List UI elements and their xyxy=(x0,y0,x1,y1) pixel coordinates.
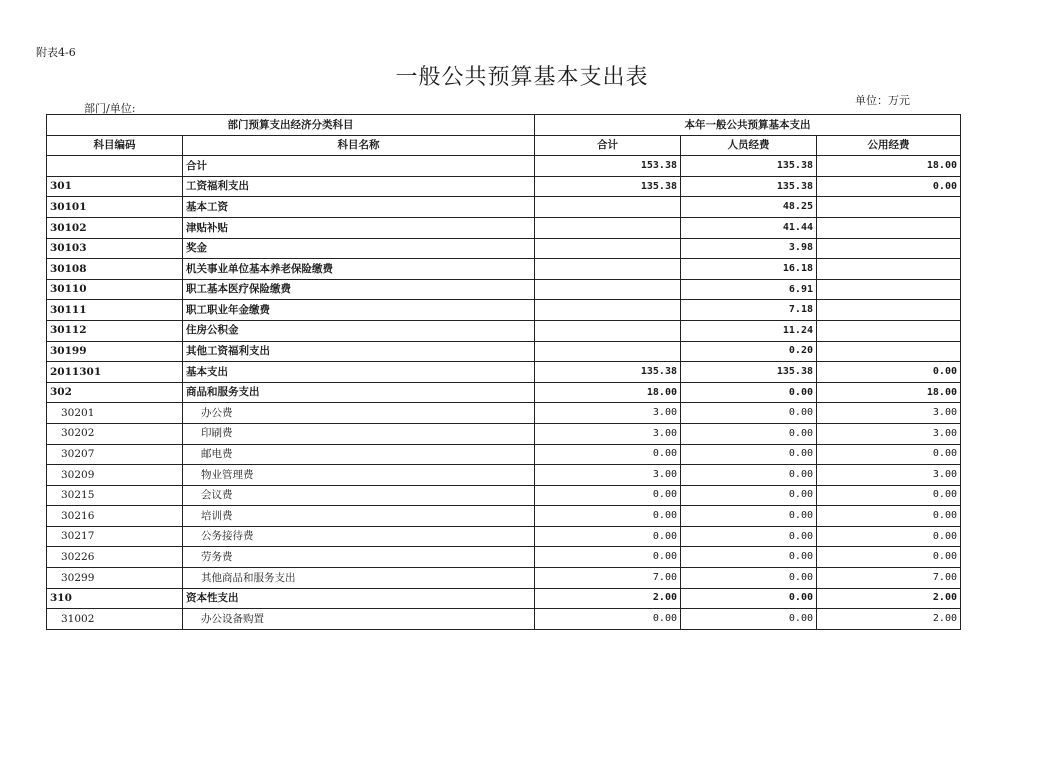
header-basic-expenditure: 本年一般公共预算基本支出 xyxy=(535,115,961,136)
cell-code: 30103 xyxy=(47,238,183,259)
header-public: 公用经费 xyxy=(817,135,961,156)
cell-public: 3.00 xyxy=(817,423,961,444)
cell-code: 30209 xyxy=(47,465,183,486)
cell-public xyxy=(817,320,961,341)
cell-total: 153.38 xyxy=(535,156,681,177)
cell-name: 职工基本医疗保险缴费 xyxy=(183,279,535,300)
cell-personnel: 48.25 xyxy=(681,197,817,218)
cell-personnel: 0.00 xyxy=(681,465,817,486)
cell-code: 30216 xyxy=(47,506,183,527)
cell-name: 物业管理费 xyxy=(183,465,535,486)
cell-public: 0.00 xyxy=(817,362,961,383)
cell-code: 30201 xyxy=(47,403,183,424)
cell-personnel: 135.38 xyxy=(681,156,817,177)
cell-total xyxy=(535,341,681,362)
cell-name: 公务接待费 xyxy=(183,526,535,547)
cell-name: 机关事业单位基本养老保险缴费 xyxy=(183,259,535,280)
page-title: 一般公共预算基本支出表 xyxy=(395,65,649,90)
table-row xyxy=(47,506,961,527)
table-row xyxy=(47,568,961,589)
cell-total xyxy=(535,259,681,280)
cell-name: 办公费 xyxy=(183,403,535,424)
cell-total: 135.38 xyxy=(535,176,681,197)
table-row xyxy=(47,320,961,341)
cell-name: 商品和服务支出 xyxy=(183,382,535,403)
cell-public xyxy=(817,300,961,321)
cell-code: 30217 xyxy=(47,526,183,547)
table-row xyxy=(47,300,961,321)
cell-name: 住房公积金 xyxy=(183,320,535,341)
table-row xyxy=(47,238,961,259)
cell-public xyxy=(817,259,961,280)
cell-total: 7.00 xyxy=(535,568,681,589)
cell-personnel: 0.00 xyxy=(681,382,817,403)
cell-public: 2.00 xyxy=(817,609,961,630)
cell-public xyxy=(817,197,961,218)
cell-name: 基本支出 xyxy=(183,362,535,383)
cell-total: 135.38 xyxy=(535,362,681,383)
cell-total: 3.00 xyxy=(535,423,681,444)
cell-code: 30202 xyxy=(47,423,183,444)
table-row xyxy=(47,259,961,280)
cell-public: 2.00 xyxy=(817,588,961,609)
cell-public: 7.00 xyxy=(817,568,961,589)
cell-code xyxy=(47,156,183,177)
table-row xyxy=(47,423,961,444)
header-column-row xyxy=(47,135,961,156)
cell-code: 30108 xyxy=(47,259,183,280)
cell-personnel: 0.20 xyxy=(681,341,817,362)
cell-code: 30102 xyxy=(47,217,183,238)
cell-public: 0.00 xyxy=(817,444,961,465)
cell-total xyxy=(535,300,681,321)
cell-name: 资本性支出 xyxy=(183,588,535,609)
cell-code: 30112 xyxy=(47,320,183,341)
cell-code: 30215 xyxy=(47,485,183,506)
cell-total: 0.00 xyxy=(535,444,681,465)
header-economic-classification: 部门预算支出经济分类科目 xyxy=(47,115,535,136)
cell-personnel: 135.38 xyxy=(681,176,817,197)
cell-code: 302 xyxy=(47,382,183,403)
cell-personnel: 0.00 xyxy=(681,547,817,568)
cell-code: 30110 xyxy=(47,279,183,300)
cell-total: 0.00 xyxy=(535,506,681,527)
cell-code: 30199 xyxy=(47,341,183,362)
cell-code: 31002 xyxy=(47,609,183,630)
cell-personnel: 6.91 xyxy=(681,279,817,300)
table-row xyxy=(47,444,961,465)
cell-name: 工资福利支出 xyxy=(183,176,535,197)
cell-name: 邮电费 xyxy=(183,444,535,465)
cell-public: 3.00 xyxy=(817,403,961,424)
table-row xyxy=(47,279,961,300)
cell-code: 301 xyxy=(47,176,183,197)
header-name: 科目名称 xyxy=(183,135,535,156)
table-row xyxy=(47,156,961,177)
cell-personnel: 11.24 xyxy=(681,320,817,341)
table-row xyxy=(47,588,961,609)
header-total: 合计 xyxy=(535,135,681,156)
department-label: 部门/单位: xyxy=(84,102,136,115)
cell-personnel: 0.00 xyxy=(681,444,817,465)
cell-name: 职工职业年金缴费 xyxy=(183,300,535,321)
cell-code: 30207 xyxy=(47,444,183,465)
cell-total xyxy=(535,320,681,341)
table-row xyxy=(47,382,961,403)
cell-public: 3.00 xyxy=(817,465,961,486)
cell-total: 18.00 xyxy=(535,382,681,403)
annex-label: 附表4-6 xyxy=(36,46,76,59)
cell-public: 0.00 xyxy=(817,506,961,527)
table-row xyxy=(47,609,961,630)
cell-public xyxy=(817,217,961,238)
table-row xyxy=(47,465,961,486)
cell-personnel: 0.00 xyxy=(681,485,817,506)
header-group-row xyxy=(47,115,961,136)
cell-name: 印刷费 xyxy=(183,423,535,444)
cell-personnel: 3.98 xyxy=(681,238,817,259)
cell-public xyxy=(817,238,961,259)
cell-name: 津贴补贴 xyxy=(183,217,535,238)
cell-code: 30226 xyxy=(47,547,183,568)
cell-public xyxy=(817,279,961,300)
cell-public: 0.00 xyxy=(817,176,961,197)
cell-total: 3.00 xyxy=(535,465,681,486)
table-row xyxy=(47,403,961,424)
cell-total xyxy=(535,197,681,218)
table-row xyxy=(47,485,961,506)
cell-name: 其他商品和服务支出 xyxy=(183,568,535,589)
table-row xyxy=(47,217,961,238)
cell-name: 办公设备购置 xyxy=(183,609,535,630)
cell-public: 0.00 xyxy=(817,526,961,547)
cell-code: 30101 xyxy=(47,197,183,218)
cell-code: 310 xyxy=(47,588,183,609)
cell-personnel: 135.38 xyxy=(681,362,817,383)
cell-personnel: 0.00 xyxy=(681,609,817,630)
cell-personnel: 41.44 xyxy=(681,217,817,238)
cell-public: 0.00 xyxy=(817,485,961,506)
table-row xyxy=(47,176,961,197)
cell-personnel: 0.00 xyxy=(681,403,817,424)
table-row xyxy=(47,341,961,362)
cell-personnel: 7.18 xyxy=(681,300,817,321)
cell-personnel: 0.00 xyxy=(681,568,817,589)
cell-name: 培训费 xyxy=(183,506,535,527)
cell-personnel: 16.18 xyxy=(681,259,817,280)
cell-name: 会议费 xyxy=(183,485,535,506)
cell-total: 0.00 xyxy=(535,485,681,506)
cell-public: 0.00 xyxy=(817,547,961,568)
cell-public: 18.00 xyxy=(817,156,961,177)
cell-total xyxy=(535,279,681,300)
cell-total: 2.00 xyxy=(535,588,681,609)
cell-name: 奖金 xyxy=(183,238,535,259)
cell-code: 30111 xyxy=(47,300,183,321)
header-code: 科目编码 xyxy=(47,135,183,156)
cell-total: 0.00 xyxy=(535,547,681,568)
cell-code: 30299 xyxy=(47,568,183,589)
cell-total xyxy=(535,217,681,238)
cell-public xyxy=(817,341,961,362)
header-personnel: 人员经费 xyxy=(681,135,817,156)
cell-name: 基本工资 xyxy=(183,197,535,218)
cell-total: 0.00 xyxy=(535,609,681,630)
unit-label: 单位：万元 xyxy=(855,94,910,107)
cell-total xyxy=(535,238,681,259)
cell-personnel: 0.00 xyxy=(681,506,817,527)
table-row xyxy=(47,197,961,218)
cell-name: 合计 xyxy=(183,156,535,177)
table-row xyxy=(47,526,961,547)
cell-personnel: 0.00 xyxy=(681,588,817,609)
cell-total: 0.00 xyxy=(535,526,681,547)
cell-name: 劳务费 xyxy=(183,547,535,568)
budget-table xyxy=(46,114,961,630)
table-row xyxy=(47,362,961,383)
cell-name: 其他工资福利支出 xyxy=(183,341,535,362)
cell-personnel: 0.00 xyxy=(681,423,817,444)
cell-public: 18.00 xyxy=(817,382,961,403)
cell-total: 3.00 xyxy=(535,403,681,424)
cell-personnel: 0.00 xyxy=(681,526,817,547)
table-row xyxy=(47,547,961,568)
cell-code: 2011301 xyxy=(47,362,183,383)
